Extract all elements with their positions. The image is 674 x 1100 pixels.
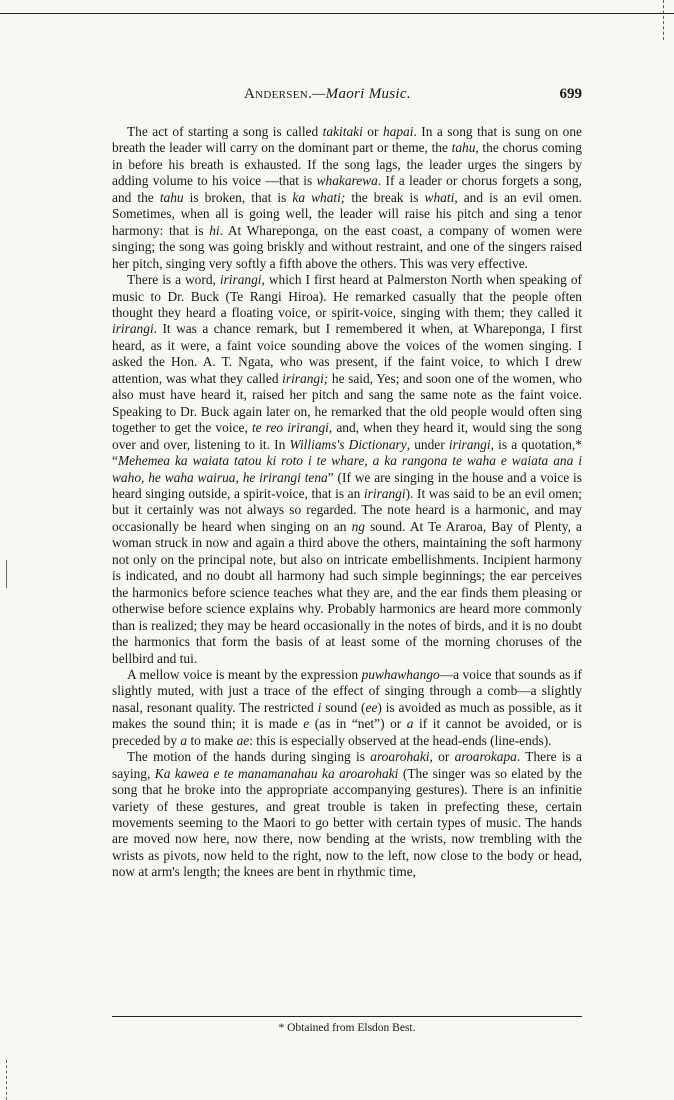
paragraph xyxy=(112,749,582,881)
italic-term: aroarohaki xyxy=(370,749,430,765)
italic-term: hi xyxy=(209,222,220,238)
italic-term: hapai xyxy=(382,124,414,139)
text-run: , the chorus coming in before his breath is exhausted. If the song lags, the leader urges the singers by adding volume to his voice —that is xyxy=(112,140,582,189)
running-header xyxy=(112,86,582,108)
text-run: A mellow voice is meant by the expression xyxy=(127,666,362,682)
page-number: 699 xyxy=(559,86,582,102)
text-run: : this is especially observed at the head-ends (line-ends). xyxy=(249,732,552,748)
text-run: . At Whareponga, on the east coast, a company of women were singing; the song was going briskly and without restraint, and one of the singers raised her pitch, singing very softly a fifth above the others. This was very effective. xyxy=(112,222,583,271)
italic-term: irirangi; xyxy=(282,370,329,386)
text-run: (as in “net”) or xyxy=(309,716,407,732)
italic-term: tahu xyxy=(159,189,184,205)
text-run: or xyxy=(362,124,383,139)
italic-term: a xyxy=(406,716,414,732)
text-run: There is a word, xyxy=(127,272,220,288)
text-run: ) is avoided as much as possible, as it makes the sound thin; it is made xyxy=(112,699,582,732)
footnote: * Obtained from Elsdon Best. xyxy=(278,1022,416,1034)
paragraph xyxy=(112,272,582,667)
text-run: . If a leader or chorus forgets a song, and the xyxy=(112,173,582,205)
paragraph xyxy=(112,124,582,272)
italic-term: aroarokapa xyxy=(454,749,517,765)
italic-term: ee xyxy=(365,699,378,715)
italic-term: puwhawhango xyxy=(361,666,440,682)
italic-term: i xyxy=(317,699,322,715)
text-run: if it cannot be avoided, or is preceded by xyxy=(112,716,582,748)
scan-margin-mark xyxy=(6,1060,7,1100)
footnote-divider xyxy=(112,1016,582,1017)
text-run: , and is an evil omen. Sometimes, when all is going well, the leader will raise his pitch and sing a tenor harmony: that is xyxy=(112,189,583,238)
text-run: the break is xyxy=(345,189,425,205)
text-run: , is a quotation,* “ xyxy=(112,436,582,469)
scan-top-border xyxy=(0,13,674,14)
text-run: —a voice that sounds as if slightly muted, with just a trace of the effect of singing through a comb—a slightly nasal, resonant quality. The restricted xyxy=(112,666,583,715)
text-run: , and, when they heard it, would sing the song over and over, listening to it. In xyxy=(112,420,582,452)
italic-term: te reo irirangi xyxy=(251,420,329,436)
text-run: ” (If we are singing in the house and a voice is heard singing outside, a spirit-voice, that is an xyxy=(112,469,582,501)
italic-term: whati xyxy=(424,189,455,205)
text-run: . It was a chance remark, but I remembered it when, at Whareponga, I first heard, as it were, a faint voice sounding above the voices of the women singing. I asked the Hon. A. T. Ngata, who was present, if the faint voice, to which I drew attention, was what they called xyxy=(112,321,582,386)
text-run: The motion of the hands during singing is xyxy=(127,749,371,765)
italic-term: irirangi xyxy=(448,436,491,452)
text-run: , which I first heard at Palmerston North when speaking of music to Dr. Buck (Te Rangi Hiroa). He remarked casually that the people often thought they heard a floating voice, or spirit-voice, singing with them; they called it xyxy=(112,272,582,320)
text-run: ). It was said to be an evil omen; but it certainly was not always so regarded. The note heard is a harmonic, and may occasionally be heard when singing on an xyxy=(112,485,583,534)
text-run: The act of starting a song is called xyxy=(127,124,323,139)
italic-term: ng xyxy=(351,518,365,534)
text-run: sound ( xyxy=(321,699,366,715)
italic-term: ka whati; xyxy=(292,189,346,205)
text-run: . In a song that is sung on one breath the leader will carry on the dominant part or theme, the xyxy=(112,124,582,156)
text-run: he said, Yes; and soon one of the women, who also must have heard it, raised her pitch and sang the same note as the faint voice. Speaking to Dr. Buck again later on, he remarked that the old people would often sing together to get the voice, xyxy=(112,370,582,436)
article-title: —Maori Music. xyxy=(312,86,411,102)
italic-term: whakarewa xyxy=(316,173,378,189)
italic-term: a xyxy=(180,732,188,748)
text-run: , or xyxy=(429,749,455,765)
text-run: , under xyxy=(406,436,449,452)
italic-term: irirangi xyxy=(112,321,154,337)
text-run: (The singer was so elated by the song that he broke into the appropriate accompanying gestures). There is an infinitie variety of these gestures, and great trouble is taken in prefecting these, certain movements seeming to the Maori to go better with certain types of music. The hands are moved now here, now there, now bending at the wrists, now trembling with the wrists as pivots, now held to the right, now to the left, now close to the body or head, now at arm's length; the knees are bent in rhythmic time, xyxy=(112,765,583,880)
text-run: to make xyxy=(187,732,237,748)
text-run: . There is a saying, xyxy=(112,749,582,781)
italic-term: e xyxy=(303,716,310,732)
italic-term: Mehemea ka waiata tatou ki roto i te whare, a ka rangona te waha e waiata ana i waho, he waha wairua, he irirangi tena xyxy=(112,453,582,485)
scan-margin-mark xyxy=(6,560,7,588)
italic-term: tahu xyxy=(451,140,476,156)
italic-term: Ka kawea e te manamanahau ka aroarohaki xyxy=(154,765,399,781)
article-body xyxy=(112,124,582,881)
italic-term: irirangi xyxy=(363,485,406,501)
italic-term: ae xyxy=(236,732,250,748)
italic-term: irirangi xyxy=(219,272,262,288)
text-run: is broken, that is xyxy=(183,189,293,205)
author-name: Andersen. xyxy=(244,86,313,102)
italic-term: takitaki xyxy=(322,124,363,139)
scan-edge-mark xyxy=(663,0,668,40)
italic-term: Williams's Dictionary xyxy=(289,436,407,452)
running-head xyxy=(244,86,411,103)
text-run: sound. At Te Araroa, Bay of Plenty, a woman struck in now and again a third above the others, maintaining the soft harmony not only on the principal note, but also on intricate embellishments. Incipient harmony is indicated, and no doubt all harmony had such simple beginnings; the ear perceives the harmonics before science teaches what they are, and the ear finds them pleasing or otherwise before science explains why. Probably harmonics are heard more commonly than is realized; they may be heard occasionally in the notes of birds, and it is no doubt the harmonics that form the basis of at least some of the morning choruses of the bellbird and tui. xyxy=(112,518,582,666)
paragraph xyxy=(112,667,582,749)
